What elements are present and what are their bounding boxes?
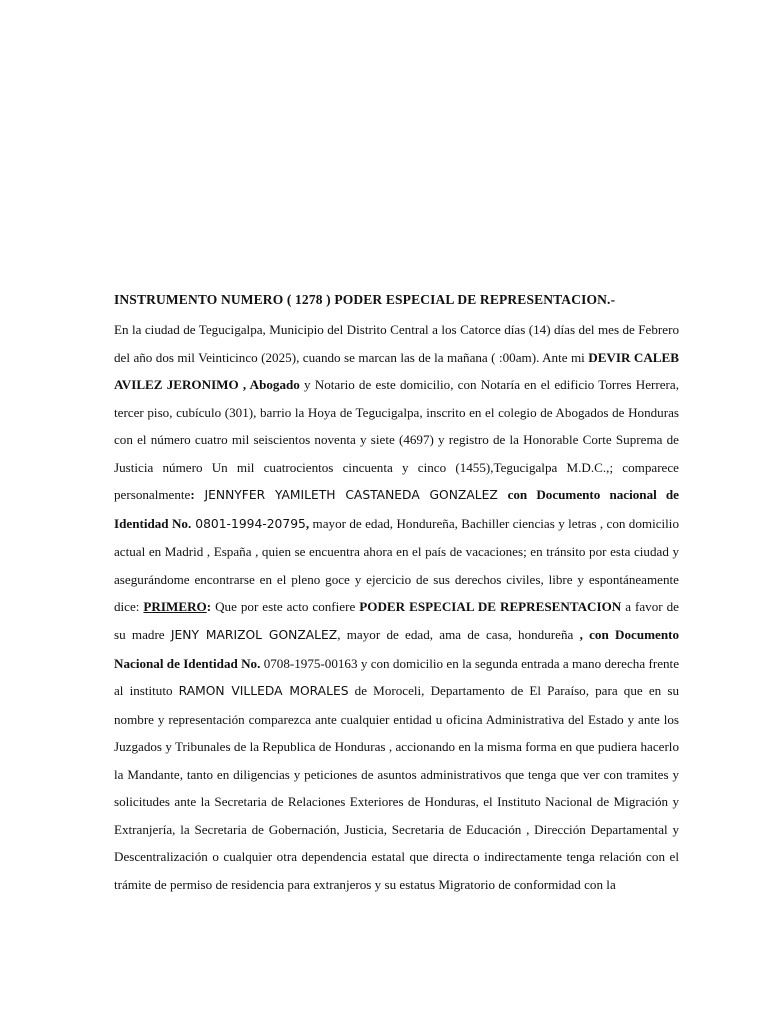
agent-name: JENY MARIZOL GONZALEZ (170, 628, 338, 643)
colon-2: : (206, 599, 212, 615)
dni-value-1: 0801-1994-20795 (191, 516, 306, 531)
poder-especial: PODER ESPECIAL DE REPRESENTACION (359, 599, 622, 615)
body-text-s5: a favor de su madre (114, 599, 679, 643)
notary-name: DEVIR CALEB AVILEZ JERONIMO , Abogado (114, 349, 679, 393)
body-text-s3: mayor de edad, Hondureña, Bachiller ciencias y letras , con domicilio actual en Madrid , España , quien se encuentra ahora en el país de vacaciones; en tránsito por esta ciudad y asegurándome encontrarse en el pleno goce y ejercicio de sus derechos civiles, libre y espontáneamente dice: (114, 515, 679, 615)
primero-heading: PRIMERO (143, 599, 207, 615)
body-text-s2: y Notario de este domicilio, con Notaría en el edificio Torres Herrera, tercer piso, cubículo (301), barrio la Hoya de Tegucigalpa, inscrito en el colegio de Abogados de Honduras con el número cuatro mil seiscientos noventa y siete (4697) y registro de la Honorable Corte Suprema de Justicia número Un mil cuatrocientos cincuenta y cinco (1455),Tegucigalpa M.D.C.,; comparece personalmente (114, 377, 679, 503)
dni-label-1: con Documento nacional de Identidad No. (114, 487, 679, 531)
dni-label-2: , con Documento Nacional de Identidad No. (114, 627, 680, 671)
institute-name: RAMON VILLEDA MORALES (178, 684, 349, 699)
body-text-s6: , mayor de edad, ama de casa, hondureña (337, 627, 580, 643)
body-text-s8: de Moroceli, Departamento de El Paraíso, para que en su nombre y representación comparezca ante cualquier entidad u oficina Administrativa del Estado y ante los Juzgados y Tribunales de la Republica de Honduras , accionando en la misma forma en que pudiera hacerlo la Mandante, tanto en diligencias y peticiones de asuntos administrativos que tenga que ver con tramites y solicitudes ante la Secretaria de Relaciones Exteriores de Honduras, el Instituto Nacional de Migración y Extranjería, la Secretaria de Gobernación, Justicia, Secretaria de Educación , Dirección Departamental y Descentralización o cualquier otra dependencia estatal que directa o indirectamente tenga relación con el trámite de permiso de residencia para extranjeros y su estatus Migratorio de conformidad con la (114, 683, 680, 892)
colon-1: : (190, 487, 195, 503)
comma-1: , (305, 515, 310, 531)
grantor-name: JENNYFER YAMILETH CASTANEDA GONZALEZ (194, 488, 508, 503)
document-body (114, 316, 679, 898)
body-text-s7: 0708-1975-00163 y con domicilio en la segunda entrada a mano derecha frente al instituto (114, 655, 679, 699)
body-text-s1: En la ciudad de Tegucigalpa, Municipio del Distrito Central a los Catorce días (14) días del mes de Febrero del año dos mil Veinticinco (2025), cuando se marcan las de la mañana ( :00am). Ante mi (114, 322, 679, 365)
document-title: INSTRUMENTO NUMERO ( 1278 ) PODER ESPECIAL DE REPRESENTACION.- (114, 292, 616, 307)
body-text-s4: Que por este acto confiere (211, 599, 360, 615)
